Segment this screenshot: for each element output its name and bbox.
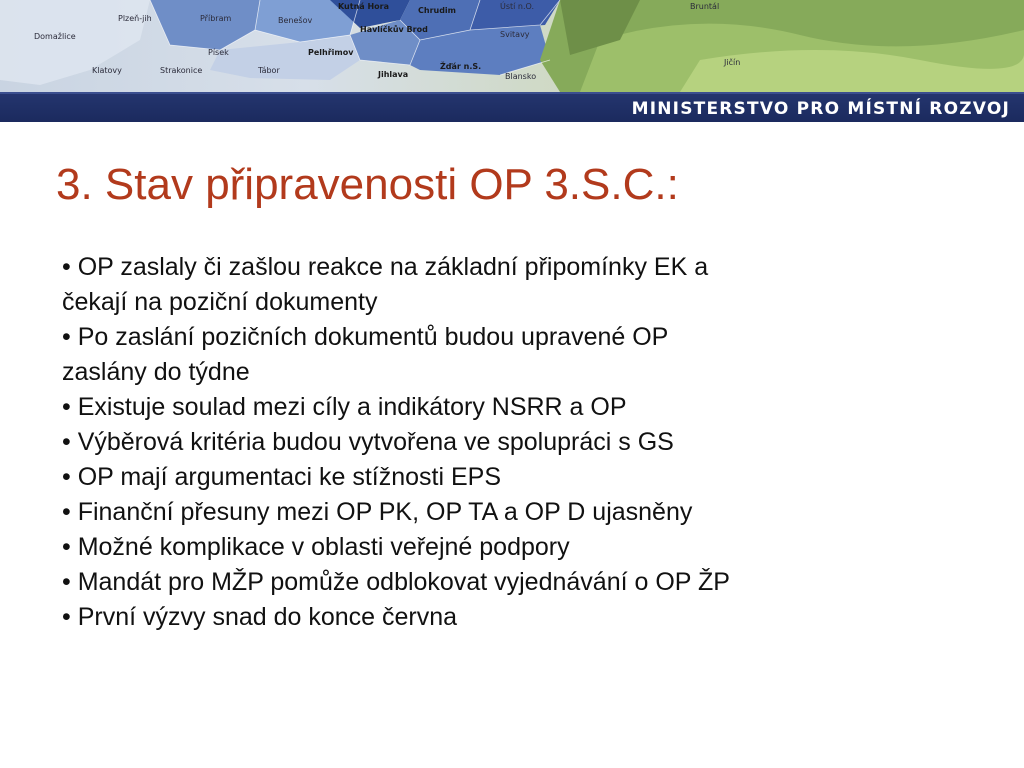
- map-label: Jičín: [724, 58, 741, 67]
- bullet-item: • Výběrová kritéria budou vytvořena ve spolupráci s GS: [62, 428, 674, 456]
- map-label: Havlíčkův Brod: [360, 25, 428, 34]
- map-label: Pelhřimov: [308, 48, 354, 57]
- bullet-item: čekají na poziční dokumenty: [62, 288, 378, 316]
- bullet-item: • První výzvy snad do konce června: [62, 603, 458, 631]
- bullet-item: • Existuje soulad mezi cíly a indikátory NSRR a OP: [62, 393, 627, 421]
- map-label: Žďár n.S.: [440, 62, 482, 71]
- map-label: Benešov: [278, 16, 313, 25]
- map-label: Kutná Hora: [338, 2, 389, 11]
- bullet-list: [62, 250, 1012, 635]
- map-label: Domažlice: [34, 32, 76, 41]
- map-label: Klatovy: [92, 66, 122, 75]
- bullet-item: • Po zaslání pozičních dokumentů budou upravené OP: [62, 323, 669, 351]
- map-label: Bruntál: [690, 2, 720, 11]
- bullet-item: • Mandát pro MŽP pomůže odblokovat vyjednávání o OP ŽP: [62, 568, 730, 596]
- map-label: Písek: [208, 48, 229, 57]
- map-label: Strakonice: [160, 66, 203, 75]
- map-label: Tábor: [258, 66, 280, 75]
- map-label: Svitavy: [500, 30, 530, 39]
- bullet-item: • OP zaslaly či zašlou reakce na základní připomínky EK a: [62, 253, 709, 281]
- bullet-item: • Finanční přesuny mezi OP PK, OP TA a OP D ujasněny: [62, 498, 693, 526]
- slide-title: 3. Stav připravenosti OP 3.S.C.:: [56, 160, 679, 209]
- header-map-banner: [0, 0, 1024, 92]
- bullet-item: zaslány do týdne: [62, 358, 250, 386]
- ministry-bar: [0, 92, 1024, 122]
- ministry-name: MINISTERSTVO PRO MÍSTNÍ ROZVOJ: [631, 99, 1010, 119]
- map-label: Plzeň-jih: [118, 14, 152, 23]
- map-label: Příbram: [200, 14, 232, 23]
- bullet-item: • Možné komplikace v oblasti veřejné podpory: [62, 533, 570, 561]
- map-label: Ústí n.O.: [500, 2, 535, 11]
- map-label: Chrudim: [418, 6, 457, 15]
- bullet-item: • OP mají argumentaci ke stížnosti EPS: [62, 463, 502, 491]
- map-label: Jihlava: [378, 70, 409, 79]
- map-label: Blansko: [505, 72, 537, 81]
